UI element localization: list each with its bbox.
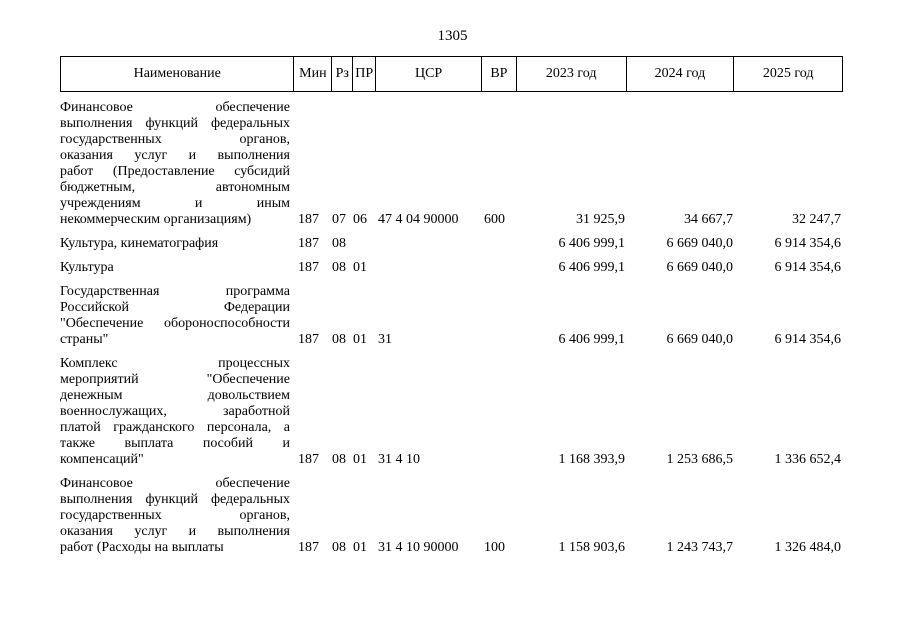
header-rz: Рз: [332, 57, 353, 91]
cell-pr: 06: [353, 212, 367, 227]
cell-min: 187: [298, 452, 319, 467]
cell-y2024: 1 253 686,5: [666, 452, 733, 467]
row-name-line: денежным довольствием: [60, 388, 290, 403]
header-name: Наименование: [61, 57, 294, 91]
page-number: 1305: [437, 28, 468, 44]
row-name-line: платой гражданского персонала, а: [60, 420, 290, 435]
row-name-line: "Обеспечение обороноспособности: [60, 316, 290, 331]
row-name-line: выполнения функций федеральных: [60, 492, 290, 507]
cell-min: 187: [298, 236, 319, 251]
table-row: [60, 476, 843, 556]
cell-pr: 01: [353, 540, 367, 555]
cell-pr: 01: [353, 332, 367, 347]
cell-csr: 47 4 04 90000: [378, 212, 459, 227]
cell-y2023: 1 168 393,9: [558, 452, 625, 467]
row-name-line: Государственная программа: [60, 284, 290, 299]
row-name-line: оказания услуг и выполнения: [60, 148, 290, 163]
cell-vr: 100: [484, 540, 505, 555]
row-name-line: учреждениям и иным: [60, 196, 290, 211]
cell-rz: 08: [332, 260, 346, 275]
row-name-line: оказания услуг и выполнения: [60, 524, 290, 539]
row-name-line: Финансовое обеспечение: [60, 476, 290, 491]
cell-rz: 08: [332, 332, 346, 347]
row-name-line: работ (Предоставление субсидий: [60, 164, 290, 179]
cell-csr: 31 4 10 90000: [378, 540, 459, 555]
row-name-line: бюджетным, автономным: [60, 180, 290, 195]
cell-y2023: 1 158 903,6: [558, 540, 625, 555]
row-name-line: государственных органов,: [60, 132, 290, 147]
row-name-line: военнослужащих, заработной: [60, 404, 290, 419]
row-name-line: мероприятий "Обеспечение: [60, 372, 290, 387]
row-name-line: Культура, кинематография: [60, 236, 219, 251]
row-name: [60, 284, 294, 348]
row-name-line: Комплекс процессных: [60, 356, 290, 371]
cell-pr: 01: [353, 260, 367, 275]
cell-y2024: 6 669 040,0: [666, 332, 733, 347]
table-row: [60, 260, 843, 276]
cell-csr: 31: [378, 332, 392, 347]
cell-rz: 08: [332, 236, 346, 251]
header-vr: ВР: [482, 57, 517, 91]
cell-y2024: 1 243 743,7: [666, 540, 733, 555]
cell-rz: 08: [332, 452, 346, 467]
header-pr: ПР: [353, 57, 376, 91]
cell-csr: 31 4 10: [378, 452, 420, 467]
row-name-line: работ (Расходы на выплаты: [60, 540, 224, 555]
cell-vr: 600: [484, 212, 505, 227]
table-row: [60, 284, 843, 348]
row-name: [60, 260, 294, 276]
table-body: [60, 100, 843, 564]
cell-y2024: 6 669 040,0: [666, 260, 733, 275]
cell-y2023: 6 406 999,1: [558, 236, 625, 251]
table-row: [60, 356, 843, 468]
row-name: [60, 236, 294, 252]
row-name: [60, 356, 294, 468]
table-header: [60, 56, 843, 92]
row-name-line: Российской Федерации: [60, 300, 290, 315]
cell-min: 187: [298, 212, 319, 227]
header-2024: 2024 год: [627, 57, 735, 91]
cell-min: 187: [298, 260, 319, 275]
cell-min: 187: [298, 540, 319, 555]
header-2023: 2023 год: [517, 57, 627, 91]
row-name-line: компенсаций": [60, 452, 144, 467]
cell-y2025: 6 914 354,6: [774, 332, 841, 347]
cell-y2025: 1 336 652,4: [774, 452, 841, 467]
row-name: [60, 476, 294, 556]
table-row: [60, 236, 843, 252]
cell-rz: 08: [332, 540, 346, 555]
row-name-line: некоммерческим организациям): [60, 212, 252, 227]
row-name-line: страны": [60, 332, 109, 347]
row-name-line: также выплата пособий и: [60, 436, 290, 451]
cell-y2023: 6 406 999,1: [558, 260, 625, 275]
cell-y2025: 6 914 354,6: [774, 260, 841, 275]
cell-y2024: 34 667,7: [684, 212, 733, 227]
header-csr: ЦСР: [376, 57, 482, 91]
table-row: [60, 100, 843, 228]
row-name-line: Финансовое обеспечение: [60, 100, 290, 115]
cell-y2025: 1 326 484,0: [774, 540, 841, 555]
row-name: [60, 100, 294, 228]
cell-y2023: 31 925,9: [576, 212, 625, 227]
row-name-line: государственных органов,: [60, 508, 290, 523]
header-2025: 2025 год: [762, 66, 814, 81]
cell-pr: 01: [353, 452, 367, 467]
cell-y2024: 6 669 040,0: [666, 236, 733, 251]
header-min: Мин: [294, 57, 332, 91]
row-name-line: Культура: [60, 260, 114, 275]
cell-y2025: 6 914 354,6: [774, 236, 841, 251]
cell-min: 187: [298, 332, 319, 347]
cell-y2023: 6 406 999,1: [558, 332, 625, 347]
cell-y2025: 32 247,7: [792, 212, 841, 227]
cell-rz: 07: [332, 212, 346, 227]
row-name-line: выполнения функций федеральных: [60, 116, 290, 131]
